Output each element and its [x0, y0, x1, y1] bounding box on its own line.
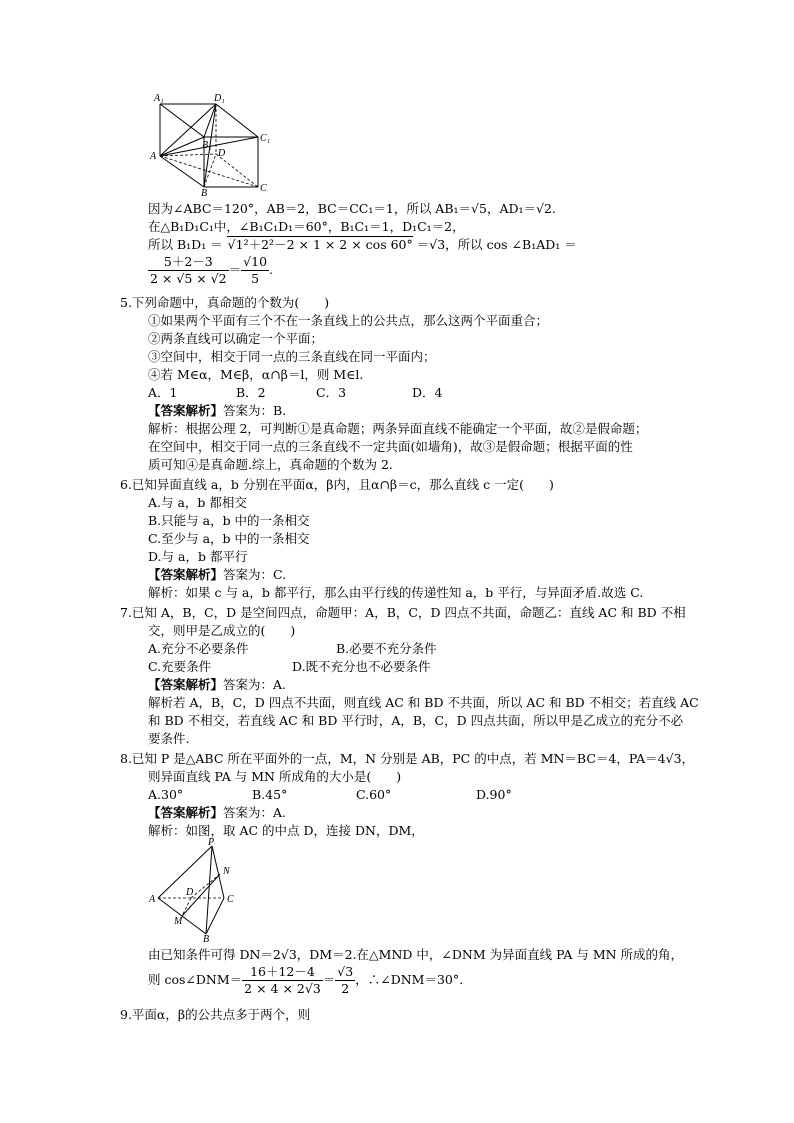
q5-option-d: D．4 [412, 385, 443, 400]
q7-option-b: B.必要不充分条件 [336, 641, 437, 656]
q5-answer-text: 答案为：B. [223, 403, 287, 418]
fig2-label-a: A [149, 894, 156, 905]
q6-answer [148, 566, 286, 584]
sol4-fraction: $\frac{5+2-3}{2 \times √5 \times √2}$ ＝ $\frac{√10}{5}$ . [150, 254, 274, 286]
q6-option-a: A.与 a，b 都相交 [148, 495, 247, 510]
q8-after-fig: 由已知条件可得 DN＝2√3，DM＝2.在△MND 中，∠DNM 为异面直线 PA 与 MN 所成的角， [148, 947, 684, 962]
fig2-label-b: B [203, 934, 210, 942]
q5-analysis-2: 在空间中，相交于同一点的三条直线不一定共面(如墙角)，故③是假命题；根据平面的性 [148, 439, 633, 454]
q5-item-4: ④若 M∈α，M∈β，α∩β＝l，则 M∈l. [148, 367, 364, 382]
q8-answer [148, 804, 286, 822]
sol4-line2: 在△B₁D₁C₁中，∠B₁C₁D₁＝60°，B₁C₁＝1，D₁C₁＝2， [148, 219, 465, 234]
q8-cos-frac2 [335, 964, 355, 997]
sol4-frac1 [148, 254, 229, 287]
q5-option-a: A．1 [148, 385, 178, 400]
q6-option-b: B.只能与 a，b 中的一条相交 [148, 513, 310, 528]
q7-stem-2: 交，则甲是乙成立的( ) [148, 623, 296, 638]
q8-option-c: C.60° [356, 787, 392, 802]
q5-item-2: ②两条直线可以确定一个平面； [148, 331, 324, 346]
q7-option-d: D.既不充分也不必要条件 [292, 659, 431, 674]
q8-answer-tag: 【答案解析】 [148, 805, 224, 820]
q5-option-b: B．2 [236, 385, 266, 400]
fig1-label-d: D [218, 148, 226, 159]
q8-cos-frac1-num: 16＋12－4 [242, 964, 323, 981]
q8-option-a: A.30° [148, 787, 184, 802]
q6-option-c: C.至少与 a，b 中的一条相交 [148, 531, 310, 546]
sol4-line3a: 所以 B₁D₁ ＝ [148, 237, 223, 252]
sol4-frac1-den: 2 × √5 × √2 [150, 271, 227, 286]
sol4-frac2-num: √10 [243, 254, 268, 269]
q8-analysis-intro: 解析：如图，取 AC 的中点 D，连接 DN，DM， [148, 823, 424, 838]
fig2-label-c: C [227, 894, 234, 905]
q7-analysis-3: 要条件. [148, 731, 190, 746]
sol4-frac2-den: 5 [251, 271, 260, 286]
q7-analysis-2: 和 BD 不相交，若直线 AC 和 BD 平行时，A，B，C，D 四点共面，所以甲是乙成立的充分不必 [148, 713, 684, 728]
q7-stem-1: 7.已知 A，B，C，D 是空间四点，命题甲：A，B，C，D 四点不共面，命题乙：直线 AC 和 BD 不相 [120, 605, 686, 620]
fig1-label-d1: D₁ [214, 93, 225, 104]
q8-cos-frac1-den: 2 × 4 × 2√3 [244, 981, 321, 996]
q8-cos-frac2-den: 2 [341, 981, 350, 996]
q8-stem-2: 则异面直线 PA 与 MN 所成角的大小是( ) [148, 769, 402, 784]
q8-cos-frac1 [242, 964, 323, 997]
sol4-frac2 [241, 254, 269, 287]
sol4-frac1-num: 5＋2－3 [148, 254, 229, 271]
fig2-label-m: M [174, 916, 183, 927]
q5-analysis-1: 解析：根据公理 2，可判断①是真命题；两条异面直线不能确定一个平面，故②是假命题； [148, 421, 648, 436]
tetrahedron-figure [146, 838, 246, 942]
fig1-label-b1: B₁ [202, 140, 212, 151]
fig2-label-n: N [223, 866, 230, 877]
q5-answer [148, 402, 286, 420]
fig1-label-a1: A₁ [154, 93, 164, 104]
q6-answer-tag: 【答案解析】 [148, 567, 224, 582]
sol4-line3 [148, 236, 577, 254]
q5-item-1: ①如果两个平面有三个不在一条直线上的公共点，那么这两个平面重合； [148, 313, 549, 328]
sol4-line1: 因为∠ABC＝120°，AB＝2，BC＝CC₁＝1，所以 AB₁＝√5，AD₁＝√2. [148, 201, 556, 216]
q5-analysis-3: 质可知④是真命题.综上，真命题的个数为 2. [148, 457, 393, 472]
q5-item-3: ③空间中，相交于同一点的三条直线在同一平面内； [148, 349, 436, 364]
q7-answer-text: 答案为：A. [223, 677, 287, 692]
q8-answer-text: 答案为：A. [223, 805, 287, 820]
q8-cos-eq: ＝ [322, 972, 336, 987]
fig1-label-a: A [150, 151, 157, 162]
q7-option-a: A.充分不必要条件 [148, 641, 249, 656]
q8-cos-suffix: ，∴∠DNM＝30°. [355, 972, 464, 987]
q8-option-d: D.90° [476, 787, 512, 802]
q8-cos-frac2-num: √3 [337, 964, 354, 979]
q7-answer-tag: 【答案解析】 [148, 677, 224, 692]
fig2-label-d: D [186, 887, 194, 898]
q5-answer-tag: 【答案解析】 [148, 403, 224, 418]
fig2-label-p: P [208, 838, 215, 848]
fig1-label-c1: C₁ [260, 133, 271, 144]
q8-stem-1: 8.已知 P 是△ABC 所在平面外的一点，M，N 分别是 AB，PC 的中点，若 MN＝BC＝4，PA＝4√3， [120, 751, 695, 766]
q6-answer-text: 答案为：C. [223, 567, 287, 582]
q5-option-c: C．3 [316, 385, 347, 400]
q8-cos-prefix: 则 cos∠DNM＝ [148, 972, 243, 987]
q8-cos-line [148, 964, 463, 997]
q6-stem: 6.已知异面直线 a，b 分别在平面α，β内，且α∩β＝c，那么直线 c 一定( ) [120, 477, 554, 492]
q6-option-d: D.与 a，b 都平行 [148, 549, 248, 564]
q7-answer [148, 676, 286, 694]
sol4-line3b: √1²＋2²－2 × 1 × 2 × cos 60° [227, 237, 413, 252]
q7-option-c: C.充要条件 [148, 659, 212, 674]
q6-analysis-1: 解析：如果 c 与 a，b 都平行，那么由平行线的传递性知 a，b 平行，与异面矛盾.故选 C. [148, 585, 644, 600]
fig1-label-c: C [260, 183, 267, 194]
prism-figure [148, 92, 278, 197]
q7-analysis-1: 解析若 A，B，C，D 四点不共面，则直线 AC 和 BD 不共面，所以 AC 和 BD 不相交；若直线 AC [148, 695, 699, 710]
sol4-line3c: ＝√3，所以 cos ∠B₁AD₁ ＝ [416, 237, 577, 252]
q5-stem: 5.下列命题中，真命题的个数为( ) [120, 295, 330, 310]
q9-stem: 9.平面α，β的公共点多于两个，则 [120, 1007, 311, 1022]
q8-option-b: B.45° [252, 787, 288, 802]
fig1-label-b: B [201, 188, 208, 197]
